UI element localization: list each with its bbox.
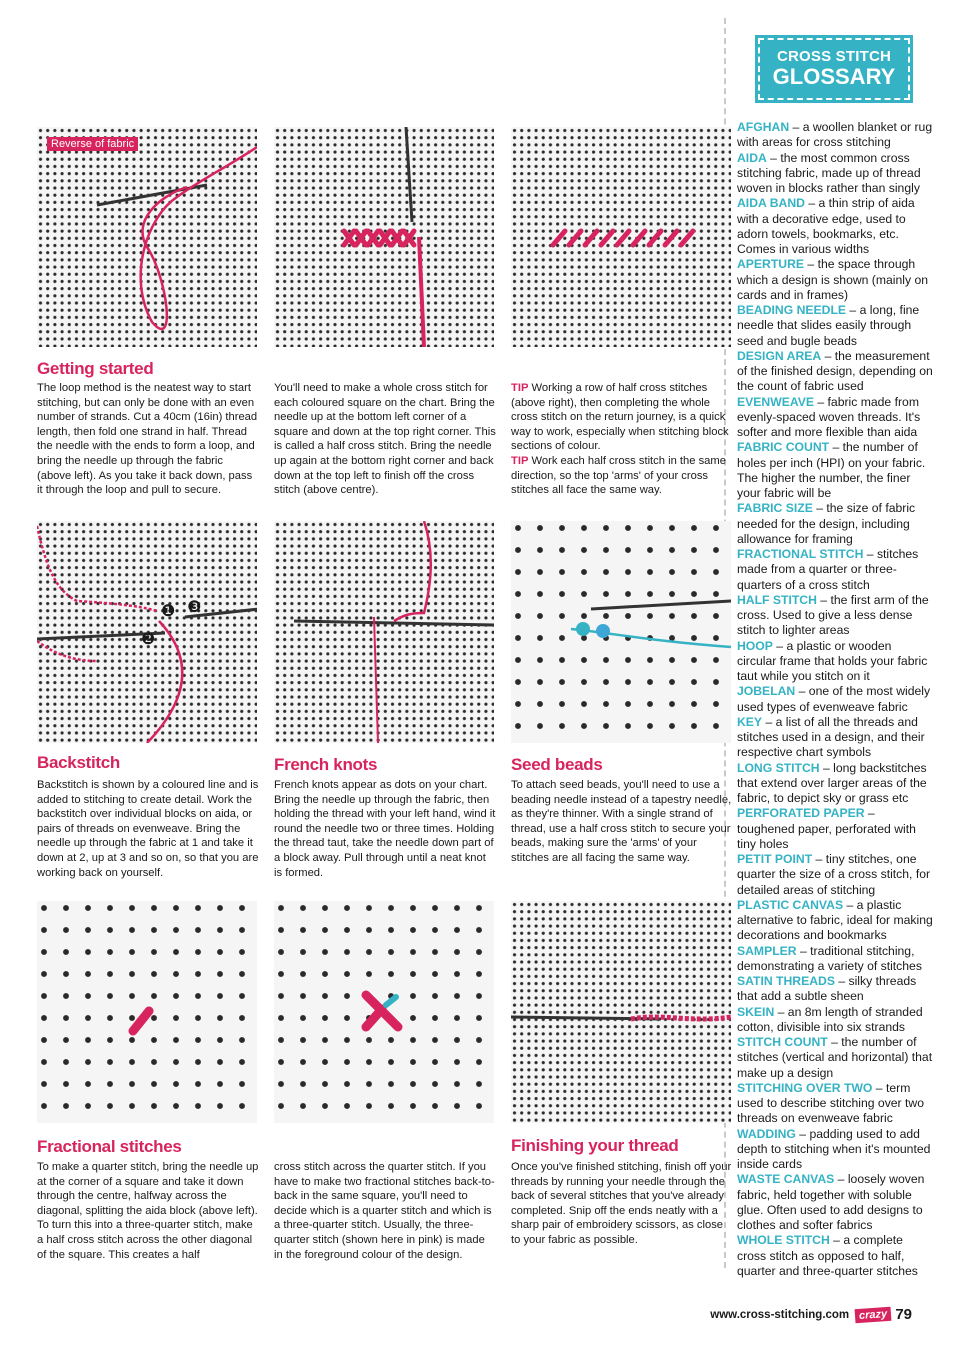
glossary-definition: – the number of stitches (vertical and horizontal) that make up a design: [737, 1035, 933, 1080]
glossary-definition: – tiny stitches, one quarter the size of a cross stitch, for detailed areas of stitching: [737, 852, 931, 897]
glossary-definition: – one of the most widely used types of evenweave fabric: [737, 684, 931, 714]
text-half-cross: You'll need to make a whole cross stitch for each coloured square on the chart. Bring the needle up at the bottom left corner of a square and down at the top right corner. This is called a half cross stitch. Bring the needle up again at the bottom right corner and back down at the top left to finish off the cross stitch (above centre).: [274, 382, 496, 497]
glossary-term: PETIT POINT: [737, 852, 813, 866]
backstitch-step-2: ❷: [141, 629, 156, 648]
footer-url[interactable]: www.cross-stitching.com: [710, 1308, 850, 1321]
glossary-definition: – a woollen blanket or rug with areas for cross stitching: [737, 120, 933, 150]
text-finishing: Once you've finished stitching, finish off your threads by running your needle through the back of several stitches that you've already completed. Snip off the ends neatly with a sharp pair of embroidery scissors, as close to your fabric as possible.: [511, 1161, 732, 1246]
glossary-definition: – traditional stitching, demonstrating a variety of stitches: [737, 943, 922, 973]
glossary-definition: – a plastic alternative to fabric, ideal for making decorations and bookmarks: [737, 897, 933, 943]
page-footer: [710, 1306, 912, 1323]
heading-french-knots: French knots: [274, 755, 378, 774]
glossary-term: EVENWEAVE: [737, 394, 814, 409]
glossary-entry: [737, 440, 933, 501]
photo-french-knots: [274, 521, 494, 743]
glossary-entry: [737, 1035, 933, 1081]
glossary-term: LONG STITCH: [737, 760, 820, 775]
glossary-term: WADDING: [737, 1126, 796, 1141]
glossary-entry: [737, 715, 933, 761]
glossary-term: APERTURE: [737, 257, 805, 272]
text-tips: [511, 381, 733, 498]
photo-finishing-thread: [511, 901, 731, 1123]
glossary-title-badge: [758, 38, 910, 100]
glossary-term: HOOP: [737, 638, 773, 653]
glossary-entry: [737, 593, 933, 639]
text-french-knots: French knots appear as dots on your chart. Bring the needle up through the fabric, then holding the thread with your left hand, wind it round the needle two or three times. Holding the thread taut, take the needle down part of a block away. Pull through until a neat knot is formed.: [274, 779, 496, 879]
glossary-entry: [737, 349, 933, 395]
tip-text-1: Working a row of half cross stitches (above right), then completing the whole cross stitch on the return journey, is a quick way to work, especially when stitching block sections of colour.: [511, 382, 729, 453]
glossary-definition: – toughened paper, perforated with tiny holes: [737, 806, 916, 851]
text-fractional-1: To make a quarter stitch, bring the needle up at the corner of a square and take it down through the centre, halfway across the diagonal, splitting the aida block (above left). To turn this into a three-quarter stitch, make a half cross stitch across the other diagonal of the square. This creates a half: [37, 1161, 259, 1261]
tip-label-1: TIP: [511, 382, 529, 394]
glossary-entry: [737, 120, 933, 151]
glossary-definition: – loosely woven fabric, held together with soluble glue. Often used to add designs to clothes and softer fabrics: [737, 1172, 925, 1232]
glossary-entry: [737, 1233, 933, 1279]
glossary-title-bottom: GLOSSARY: [772, 64, 896, 89]
glossary-entry: [737, 806, 933, 852]
glossary-term: STITCH COUNT: [737, 1035, 828, 1049]
glossary-entry: [737, 1005, 933, 1036]
glossary-definition: – a thin strip of aida with a decorative edge, used to adorn towels, bookmarks, etc. Comes in various widths: [737, 196, 915, 256]
glossary-term: FABRIC COUNT: [737, 440, 830, 455]
glossary-term: BEADING NEEDLE: [737, 303, 847, 317]
glossary-entry: [737, 501, 933, 547]
photo-seed-beads: [511, 521, 731, 743]
glossary-definition: – long backstitches that extend over larger areas of the fabric, to depict sky or grass etc: [737, 760, 927, 805]
heading-seed-beads: Seed beads: [511, 755, 603, 774]
glossary-term: WASTE CANVAS: [737, 1172, 835, 1187]
glossary-definition: – an 8m length of stranded cotton, divisible into six strands: [737, 1004, 923, 1034]
photo-loop-method: [37, 127, 257, 347]
seed-bead-illustration: [511, 521, 731, 743]
glossary-term: FRACTIONAL STITCH: [737, 547, 864, 561]
glossary-term: STITCHING OVER TWO: [737, 1080, 873, 1095]
glossary-entry: [737, 684, 933, 715]
half-cross-illustration: [274, 127, 494, 347]
french-knot-illustration: [274, 521, 494, 743]
glossary-term: DESIGN AREA: [737, 348, 822, 363]
glossary-term: PERFORATED PAPER: [737, 806, 865, 821]
glossary-entry: [737, 303, 933, 349]
backstitch-step-3: ❸: [187, 597, 202, 616]
photo-quarter-stitch: [37, 901, 257, 1123]
heading-fractional: Fractional stitches: [37, 1137, 182, 1156]
glossary-entry: [737, 151, 933, 197]
glossary-term: AIDA: [737, 150, 767, 165]
glossary-entry: [737, 1081, 933, 1127]
photo-backstitch: [37, 521, 257, 743]
three-quarter-stitch-illustration: [274, 901, 494, 1123]
glossary-entry: [737, 944, 933, 975]
magazine-badge: crazy: [855, 1306, 892, 1322]
quarter-stitch-illustration: [37, 901, 257, 1123]
loop-thread-illustration: [37, 127, 257, 347]
glossary-definition: – the most common cross stitching fabric, made up of thread woven in blocks rather than singly: [737, 150, 921, 195]
photo-half-cross-row: [511, 127, 731, 347]
glossary-term: KEY: [737, 714, 763, 729]
photo-half-cross: [274, 127, 494, 347]
glossary-term: HALF STITCH: [737, 592, 817, 607]
glossary-term: AIDA BAND: [737, 196, 805, 211]
heading-backstitch: Backstitch: [37, 753, 120, 772]
glossary-definition: – silky threads that add a subtle sheen: [737, 974, 917, 1004]
photo-label-reverse: Reverse of fabric: [47, 137, 138, 151]
glossary-list: [737, 120, 933, 1279]
glossary-entry: [737, 196, 933, 257]
glossary-entry: [737, 852, 933, 898]
glossary-definition: – the size of fabric needed for the design, including allowance for framing: [737, 501, 916, 546]
glossary-definition: – fabric made from evenly-spaced woven threads. It's softer and more flexible than aida: [737, 394, 921, 439]
glossary-term: PLASTIC CANVAS: [737, 897, 844, 912]
glossary-entry: [737, 1127, 933, 1173]
glossary-entry: [737, 898, 933, 944]
glossary-entry: [737, 639, 933, 685]
photo-three-quarter-stitch: [274, 901, 494, 1123]
backstitch-step-1: ❶: [161, 601, 176, 620]
glossary-definition: – the first arm of the cross. Used to give a less dense stitch to lighter areas: [737, 592, 929, 638]
glossary-definition: – a long, fine needle that slides easily through seed and bugle beads: [737, 303, 920, 348]
glossary-definition: – a list of all the threads and stitches used in a design, and their respective chart symbols: [737, 714, 925, 760]
glossary-entry: [737, 761, 933, 807]
glossary-term: JOBELAN: [737, 684, 796, 699]
glossary-term: FABRIC SIZE: [737, 501, 813, 516]
glossary-definition: – stitches made from a quarter or three-quarters of a cross stitch: [737, 547, 919, 592]
glossary-term: SATIN THREADS: [737, 974, 835, 988]
tip-text-2: Work each half cross stitch in the same direction, so the top 'arms' of your cross stitches all face the same way.: [511, 454, 726, 497]
half-cross-row-illustration: [511, 127, 731, 347]
glossary-entry: [737, 974, 933, 1005]
heading-getting-started: Getting started: [37, 359, 154, 378]
page-number: 79: [895, 1306, 912, 1323]
glossary-definition: – a complete cross stitch as opposed to half, quarter and three-quarter stitches: [737, 1233, 918, 1278]
tip-label-2: TIP: [511, 454, 529, 467]
glossary-definition: – term used to describe stitching over two threads on evenweave fabric: [737, 1080, 924, 1126]
glossary-definition: – the space through which a design is shown (mainly on cards and in frames): [737, 257, 929, 302]
glossary-title-top: CROSS STITCH: [776, 48, 892, 65]
glossary-definition: – padding used to add depth to stitching when it's mounted inside cards: [737, 1126, 931, 1171]
text-seed-beads: To attach seed beads, you'll need to use a beading needle instead of a tapestry needle, as they're thinner. With a single strand of thread, use a half cross stitch to secure your beads, making sure the 'arms' of your stitches are all facing the same way.: [511, 779, 732, 864]
glossary-term: AFGHAN: [737, 120, 790, 134]
glossary-definition: – a plastic or wooden circular frame that holds your fabric taut while you stitch on it: [737, 638, 928, 683]
glossary-term: SAMPLER: [737, 943, 797, 958]
glossary-definition: – the measurement of the finished design, depending on the count of fabric used: [737, 348, 933, 394]
heading-finishing: Finishing your thread: [511, 1136, 679, 1155]
finishing-thread-illustration: [511, 901, 731, 1123]
glossary-term: SKEIN: [737, 1004, 775, 1019]
text-getting-started: The loop method is the neatest way to start stitching, but can only be done with an even number of strands. Cut a 40cm (16in) thread length, then fold one strand in half. Thread the needle with the ends to form a loop, and bring the needle up through the fabric (above left). As you take it back down, pass it through the loop and pull to secure.: [37, 382, 258, 497]
text-fractional-2: cross stitch across the quarter stitch. If you have to make two fractional stitches back-to-back in the same square, you'll need to decide which is a quarter stitch and which is a three-quarter stitch. Usually, the three-quarter stitch (shown here in pink) is made in the foreground colour of the design.: [274, 1161, 495, 1261]
glossary-term: WHOLE STITCH: [737, 1233, 830, 1248]
glossary-entry: [737, 395, 933, 441]
glossary-definition: – the number of holes per inch (HPI) on your fabric. The higher the number, the finer your fabric will be: [737, 440, 926, 500]
text-backstitch: Backstitch is shown by a coloured line and is added to stitching to create detail. Work the backstitch over individual blocks on aida, or pairs of threads on evenweave. Bring the needle up through the fabric at 1 and take it down at 2, up at 3 and so on, so that you are working back on yourself.: [37, 779, 259, 879]
glossary-entry: [737, 257, 933, 303]
glossary-entry: [737, 547, 933, 593]
glossary-entry: [737, 1172, 933, 1233]
